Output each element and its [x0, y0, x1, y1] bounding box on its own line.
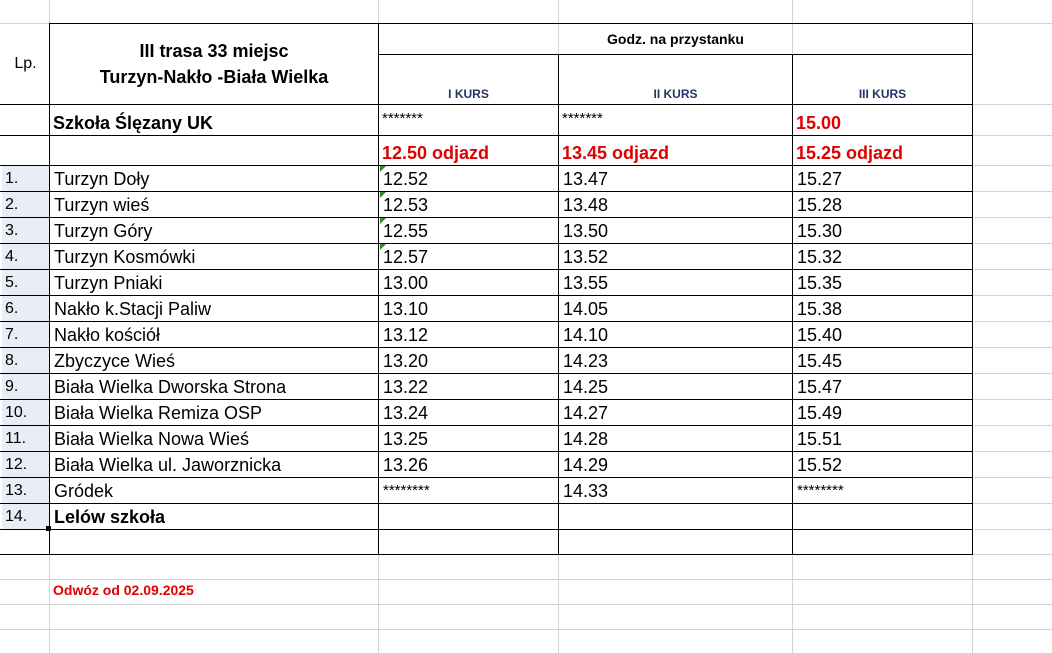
border-h [0, 451, 973, 452]
time-kurs3 [794, 504, 972, 529]
stop-name: Biała Wielka ul. Jaworznicka [54, 455, 282, 475]
row-number: 14. [2, 504, 49, 529]
time-kurs2: 14.29 [563, 455, 609, 475]
border-h [0, 217, 973, 218]
time-kurs1: 13.10 [383, 299, 429, 319]
time-kurs1: 12.53 [383, 195, 429, 215]
time-kurs3: 15.35 [797, 273, 843, 293]
stop-name: Biała Wielka Dworska Strona [54, 377, 287, 397]
selection-fill-handle[interactable] [46, 526, 51, 531]
school-name: Szkoła Ślęzany UK [53, 113, 214, 133]
time-kurs3: 15.27 [797, 169, 843, 189]
border-h [0, 321, 973, 322]
border-h [0, 554, 973, 555]
school-k3: 15.00 [796, 113, 842, 133]
time-kurs2: 13.52 [563, 247, 609, 267]
time-kurs3: 15.32 [797, 247, 843, 267]
border-h [378, 54, 973, 55]
time-kurs2: 14.25 [563, 377, 609, 397]
row-number: 7. [2, 322, 49, 347]
time-kurs1: 13.26 [383, 455, 429, 475]
kurs3-header: III KURS [858, 87, 907, 101]
cell-comment-indicator-icon [380, 192, 386, 198]
time-kurs1 [380, 504, 558, 529]
cell-comment-indicator-icon [380, 244, 386, 250]
return-note: Odwóz od 02.09.2025 [53, 582, 194, 598]
time-kurs1: 12.57 [383, 247, 429, 267]
stop-name: Turzyn Kosmówki [54, 247, 196, 267]
border-h [0, 347, 973, 348]
depart-k3: 15.25 odjazd [796, 143, 904, 163]
grid-line-h [0, 604, 1052, 605]
time-kurs3: ******** [797, 482, 844, 499]
border-h [0, 165, 973, 166]
border-h [0, 269, 973, 270]
stop-times-header: Godz. na przystanku [607, 31, 744, 47]
row-number: 9. [2, 374, 49, 399]
route-title-line2: Turzyn-Nakło -Biała Wielka [99, 67, 329, 87]
row-number: 2. [2, 192, 49, 217]
border-h [0, 191, 973, 192]
stop-name: Turzyn Doły [54, 169, 150, 189]
time-kurs2: 14.05 [563, 299, 609, 319]
row-number: 6. [2, 296, 49, 321]
time-kurs2: 13.48 [563, 195, 609, 215]
border-v [972, 23, 973, 555]
time-kurs2: 13.50 [563, 221, 609, 241]
route-title-line1: III trasa 33 miejsc [139, 41, 289, 61]
time-kurs3: 15.28 [797, 195, 843, 215]
depart-k2: 13.45 odjazd [562, 143, 670, 163]
stop-name: Turzyn Góry [54, 221, 153, 241]
border-h [0, 503, 973, 504]
stop-name: Nakło k.Stacji Paliw [54, 299, 212, 319]
border-v [49, 23, 50, 555]
school-k2: ******* [562, 110, 603, 127]
border-h [0, 243, 973, 244]
time-kurs1: 12.55 [383, 221, 429, 241]
row-number: 12. [2, 452, 49, 477]
time-kurs3: 15.30 [797, 221, 843, 241]
border-v [378, 23, 379, 555]
border-h [0, 373, 973, 374]
time-kurs3: 15.40 [797, 325, 843, 345]
stop-name: Biała Wielka Remiza OSP [54, 403, 263, 423]
stop-name: Gródek [54, 481, 114, 501]
time-kurs3: 15.52 [797, 455, 843, 475]
time-kurs1: 13.20 [383, 351, 429, 371]
time-kurs3: 15.51 [797, 429, 843, 449]
stop-name: Lelów szkoła [54, 507, 166, 527]
border-h [0, 425, 973, 426]
border-h [0, 399, 973, 400]
time-kurs1: 13.24 [383, 403, 429, 423]
border-h [0, 295, 973, 296]
row-number: 4. [2, 244, 49, 269]
border-v [792, 54, 793, 555]
time-kurs2: 14.23 [563, 351, 609, 371]
row-number: 10. [2, 400, 49, 425]
time-kurs3: 15.38 [797, 299, 843, 319]
time-kurs3: 15.45 [797, 351, 843, 371]
time-kurs2: 14.27 [563, 403, 609, 423]
stop-name: Biała Wielka Nowa Wieś [54, 429, 250, 449]
row-number: 13. [2, 478, 49, 503]
stop-name: Zbyczyce Wieś [54, 351, 176, 371]
border-h [0, 477, 973, 478]
kurs1-header: I KURS [448, 87, 489, 101]
border-h [49, 23, 973, 24]
time-kurs2: 14.33 [563, 481, 609, 501]
row-number: 5. [2, 270, 49, 295]
time-kurs1: 13.12 [383, 325, 429, 345]
grid-line-h [0, 629, 1052, 630]
depart-k1: 12.50 odjazd [382, 143, 490, 163]
school-k1: ******* [382, 110, 423, 127]
stop-name: Turzyn wieś [54, 195, 150, 215]
border-h [0, 529, 973, 530]
stop-name: Turzyn Pniaki [54, 273, 163, 293]
time-kurs2: 13.55 [563, 273, 609, 293]
border-v [558, 54, 559, 555]
time-kurs1: 13.25 [383, 429, 429, 449]
time-kurs1: ******** [383, 482, 430, 499]
row-number: 3. [2, 218, 49, 243]
stop-name: Nakło kościół [54, 325, 161, 345]
cell-comment-indicator-icon [380, 218, 386, 224]
time-kurs2: 14.10 [563, 325, 609, 345]
time-kurs2 [560, 504, 792, 529]
kurs2-header: II KURS [653, 87, 698, 101]
row-number: 8. [2, 348, 49, 373]
time-kurs1: 12.52 [383, 169, 429, 189]
row-number: 11. [2, 426, 49, 451]
border-h [0, 135, 973, 136]
time-kurs1: 13.00 [383, 273, 429, 293]
time-kurs3: 15.47 [797, 377, 843, 397]
time-kurs2: 13.47 [563, 169, 609, 189]
route-title [50, 24, 378, 104]
border-h [0, 104, 973, 105]
lp-header: Lp. [14, 55, 37, 72]
time-kurs2: 14.28 [563, 429, 609, 449]
time-kurs3: 15.49 [797, 403, 843, 423]
time-kurs1: 13.22 [383, 377, 429, 397]
grid-line-h [0, 579, 1052, 580]
row-number: 1. [2, 166, 49, 191]
cell-comment-indicator-icon [380, 166, 386, 172]
